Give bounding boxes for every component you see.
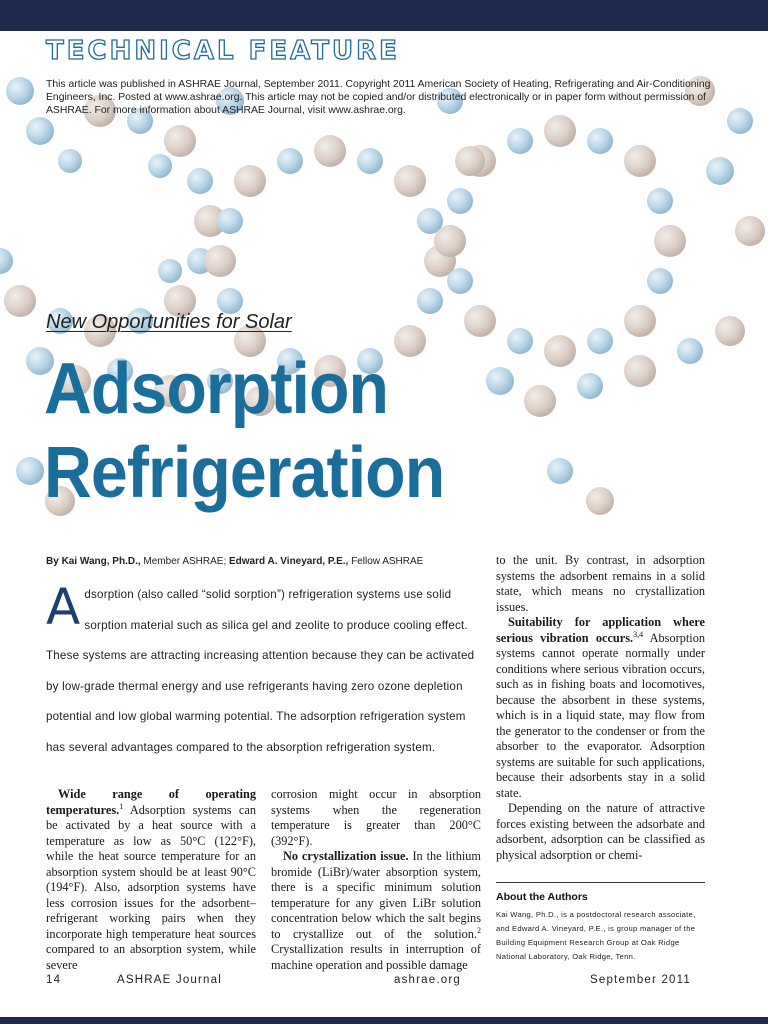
drop-cap: A <box>46 578 81 636</box>
body-column-3 <box>496 553 705 863</box>
body-column-1 <box>46 787 256 973</box>
body-column-2 <box>271 787 481 973</box>
lead-paragraph <box>46 580 480 764</box>
footer-page-number: 14 <box>46 974 62 986</box>
about-divider <box>496 882 705 883</box>
col1-ref: 1 <box>119 801 124 811</box>
copyright-notice: This article was published in ASHRAE Journal, September 2011. Copyright 2011 American Society of Heating, Refrigerating and Air-Conditioning Engineers, Inc. Posted at www.ashrae.org. This article may not be copied and/or distributed electronically or in paper form without permission of ASHRAE. For more information about ASHRAE Journal, visit www.ashrae.org. <box>46 79 711 116</box>
col2-text: In the lithium bromide (LiBr)/water absorption system, there is a specific minimum solution temperature for any given LiBr solution concentration below which the salt begins to crystallize out of the solution. <box>271 849 481 941</box>
byline-prefix: By <box>46 556 62 567</box>
top-bar <box>0 0 768 31</box>
article-title <box>44 347 444 515</box>
footer-site: ashrae.org <box>394 974 461 986</box>
about-authors-text: Kai Wang, Ph.D., is a postdoctoral research associate, and Edward A. Vineyard, P.E., is group manager of the Building Equipment Research Group at Oak Ridge National Laboratory, Oak Ridge, Tenn. <box>496 910 696 961</box>
col2-text2: Crystallization results in interruption of machine operation and possible damage <box>271 942 481 972</box>
footer-date: September 2011 <box>590 974 691 986</box>
bottom-bar <box>0 1017 768 1024</box>
col3-ref: 3,4 <box>633 629 644 639</box>
col2-cont: corrosion might occur in absorption systems when the regeneration temperature is greater than 200°C (392°F). <box>271 787 481 848</box>
title-line-2: Refrigeration <box>44 433 445 513</box>
title-line-1: Adsorption <box>44 349 389 429</box>
article-kicker: New Opportunities for Solar <box>46 311 292 333</box>
byline <box>46 556 423 567</box>
author-1-role: Member ASHRAE; <box>140 556 229 567</box>
col3-text: Absorption systems cannot operate normally under conditions where serious vibration occurs, such as in fishing boats and locomotives, because the absorbent in these systems, which is in a liquid state, may flow from the generator to the condenser or from the absorber to the evaporator. Adsorption systems are suitable for such applications, because their adsorbents stay in a solid state. <box>496 630 705 800</box>
col2-heading: No crystallization issue. <box>283 849 409 863</box>
col1-heading: Wide range of operating temperatures. <box>46 787 256 817</box>
author-2-role: Fellow ASHRAE <box>348 556 424 567</box>
author-1: Kai Wang, Ph.D., <box>61 556 141 567</box>
lead-text: dsorption (also called “solid sorption”) refrigeration systems use solid sorption material such as silica gel and zeolite to produce cooling effect. These systems are attracting increasing attention because they can be activated by low-grade thermal energy and use refrigerants having zero ozone depletion potential and low global warming potential. The adsorption refrigeration system has several advantages compared to the absorption refrigeration system. <box>46 588 475 754</box>
col3-heading: Suitability for application where serious vibration occurs. <box>496 615 705 645</box>
footer-journal: ASHRAE Journal <box>117 974 223 986</box>
col3-para2: Depending on the nature of attractive forces existing between the adsorbate and adsorbent, adsorption can be classified as physical adsorption or chemi- <box>496 801 705 862</box>
section-label: TECHNICAL FEATURE <box>46 36 400 66</box>
col1-text: Adsorption systems can be activated by a heat source with a temperature as low as 50°C (122°F), while the heat source temperature for an absorption system should be at least 90°C (194°F). Also, adsorption systems have less corrosion issues for the adsorbent–refrigerant working pairs when they incorporate high temperature heat sources compared to an absorption system, while severe <box>46 802 256 972</box>
about-authors-title: About the Authors <box>496 891 588 903</box>
author-2: Edward A. Vineyard, P.E., <box>229 556 349 567</box>
col3-cont: to the unit. By contrast, in adsorption systems the adsorbent remains in a solid state, which means no crystallization issues. <box>496 553 705 614</box>
col2-ref: 2 <box>477 925 481 935</box>
